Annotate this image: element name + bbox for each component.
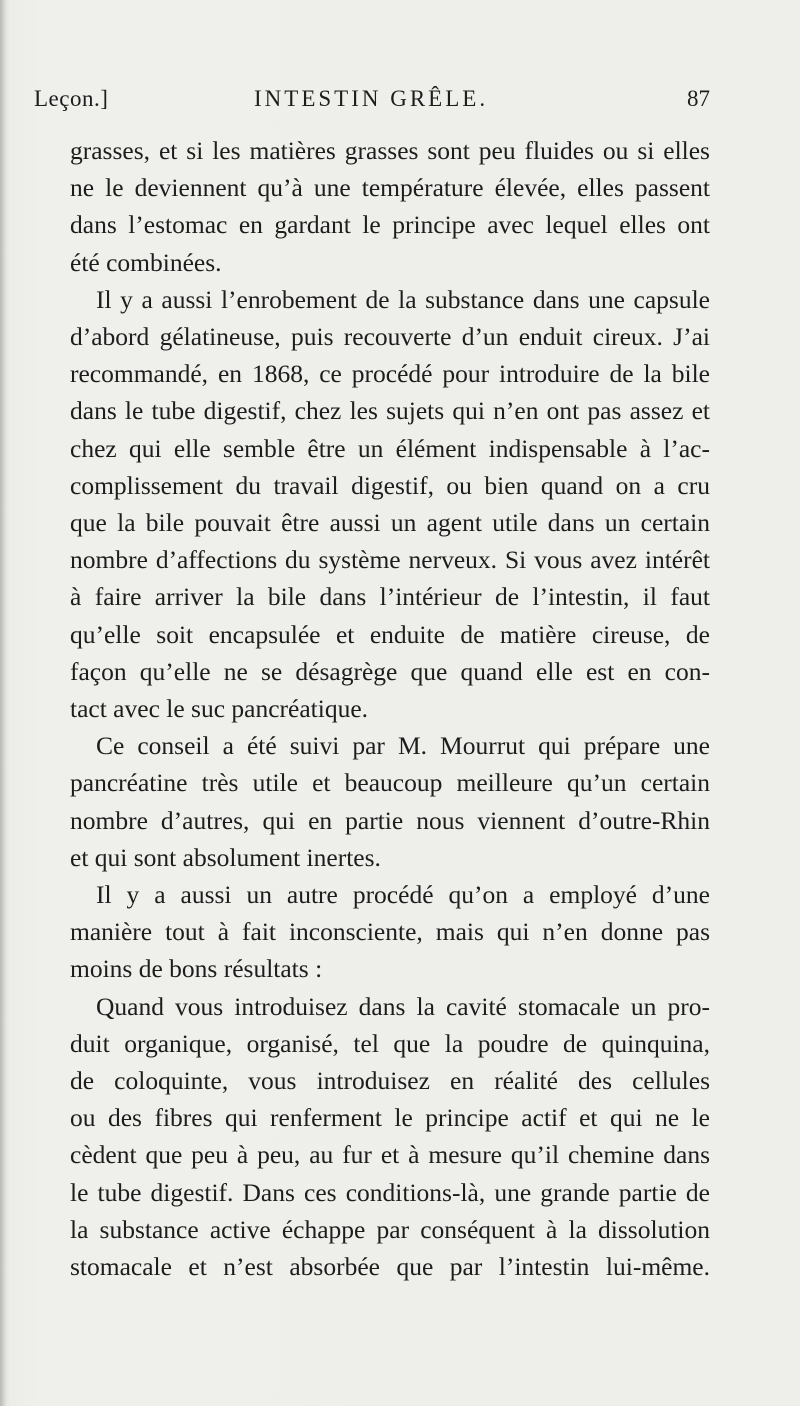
text-line: de coloquinte, vous introduisez en réalité des cellules [70,1066,710,1096]
chapter-title: INTESTIN GRÊLE. [254,86,489,111]
text-line: stomacale et n’est absorbée que par l’intestin lui-même. [70,1252,710,1282]
text-line: grasses, et si les matières grasses sont peu fluides ou si elles [70,136,710,165]
text-line: façon qu’elle ne se désagrège que quand elle est en con- [70,656,710,686]
text-line: nombre d’autres, qui en partie nous viennent d’outre-Rhin [70,805,710,835]
text-line: d’abord gélatineuse, puis recouverte d’un enduit cireux. J’ai [70,322,710,352]
text-line: à faire arriver la bile dans l’intérieur de l’intestin, il faut [70,582,710,612]
text-line: duit organique, organisé, tel que la poudre de quinquina, [70,1028,710,1058]
running-header [34,86,710,122]
text-line: moins de bons résultats : [70,954,323,984]
text-line: Ce conseil a été suivi par M. Mourrut qui prépare une [96,731,710,761]
text-line: et qui sont absolument inertes. [70,842,381,872]
text-line: recommandé, en 1868, ce procédé pour introduire de la bile [70,359,710,389]
text-line: ne le deviennent qu’à une température élevée, elles passent [70,173,710,203]
text-line: que la bile pouvait être aussi un agent utile dans un certain [70,508,710,538]
page-binding-edge [0,0,6,1406]
text-line: chez qui elle semble être un élément indispensable à l’ac- [70,433,710,463]
page-number: 87 [687,86,710,111]
text-line: été combinées. [70,247,222,277]
text-line: la substance active échappe par conséquent à la dissolution [70,1214,710,1244]
text-line: Quand vous introduisez dans la cavité stomacale un pro- [96,991,710,1021]
text-line: dans l’estomac en gardant le principe avec lequel elles ont [70,210,710,240]
lesson-label: Leçon.] [34,86,109,111]
text-line: complissement du travail digestif, ou bien quand on a cru [70,470,710,500]
text-line: manière tout à fait inconsciente, mais qui n’en donne pas [70,917,710,947]
text-line: cèdent que peu à peu, au fur et à mesure qu’il chemine dans [70,1140,710,1170]
text-line: Il y a aussi l’enrobement de la substance dans une capsule [96,284,710,314]
text-line: tact avec le suc pancréatique. [70,694,369,724]
text-line: nombre d’affections du système nerveux. Si vous avez intérêt [70,545,710,575]
text-line: qu’elle soit encapsulée et enduite de matière cireuse, de [70,619,710,649]
text-line: le tube digestif. Dans ces conditions-là, une grande partie de [70,1177,710,1207]
body-text [70,132,710,1285]
text-line: ou des fibres qui renferment le principe actif et qui ne le [70,1103,710,1133]
text-line: Il y a aussi un autre procédé qu’on a employé d’une [96,880,710,910]
text-line: dans le tube digestif, chez les sujets qui n’en ont pas assez et [70,396,710,426]
text-line: pancréatine très utile et beaucoup meilleure qu’un certain [70,768,710,798]
